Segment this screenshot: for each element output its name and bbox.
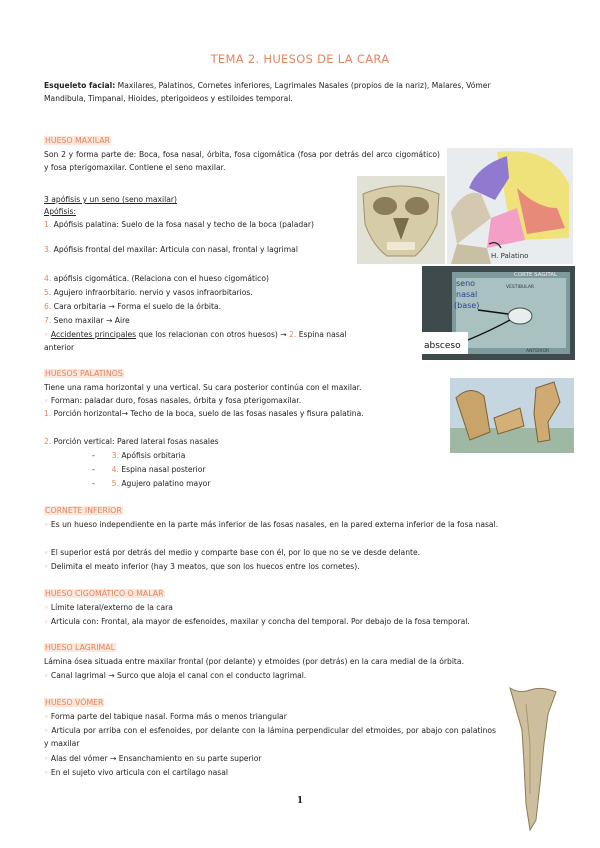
lagrimal-b1: ◦ Canal lagrimal → Surco que aloja el canal con el conducto lagrimal. [44, 671, 307, 680]
skull-colored-image [447, 148, 573, 264]
palatinos-sub-4: - 4. Espina nasal posterior [92, 465, 206, 474]
maxilar-item-5: 5. Agujero infraorbitario. nervio y vasos infraorbitarios. [44, 288, 253, 297]
heading-palatinos: HUESOS PALATINOS [45, 369, 123, 378]
heading-vomer: HUESO VÓMER [45, 698, 104, 707]
heading-cigomatico: HUESO CIGOMÁTICO O MALAR [45, 589, 164, 598]
cornete-b3: ◦ Delimita el meato inferior (hay 3 meatos, que son los huecos entre los cornetes). [44, 562, 360, 571]
maxilar-item-7: 7. Seno maxilar → Aire [44, 316, 130, 325]
maxilar-skull-image [357, 176, 445, 264]
photo-note-base: (base) [454, 301, 480, 310]
cigomatico-b2: ◦ Articula con: Frontal, ala mayor de esfenoides, maxilar y concha del temporal. Por debajo de la fosa temporal. [44, 617, 470, 626]
intro-line-1 [44, 80, 491, 93]
photo-vestibular-label: VESTIBULAR [506, 285, 535, 290]
heading-cornete: CORNETE INFERIOR [45, 506, 122, 515]
palatinos-line1: Tiene una rama horizontal y una vertical. Su cara posterior continúa con el maxilar. [44, 383, 362, 392]
maxilar-item-6: 6. Cara orbitaria → Forma el suelo de la órbita. [44, 302, 222, 311]
vomer-b2: ◦ Articula por arriba con el esfenoides, por delante con la lámina perpendicular del etmoides, por abajo con palatinos y maxilar [44, 726, 497, 748]
intro-text: Maxilares, Palatinos, Cornetes inferiores, Lagrimales Nasales (propios de la nariz), Malares, Vómer [115, 81, 491, 90]
intro-line-2: Mandibula, Timpanal, Hioides, pterigoideos y estiloides temporal. [44, 94, 293, 103]
palatine-bone-image [450, 378, 574, 453]
palatinos-item1: 1. Porción horizontal→ Techo de la boca, suelo de las fosas nasales y fisura palatina. [44, 409, 364, 418]
page-title: TEMA 2. HUESOS DE LA CARA [210, 52, 390, 66]
maxilar-accidentes-2: anterior [44, 343, 75, 352]
cornete-b1: ◦ Es un hueso independiente en la parte más inferior de las fosas nasales, en la pared externa inferior de la fosa nasal. [44, 520, 499, 529]
cornete-b2: ◦ El superior está por detrás del medio y comparte base con él, por lo que no se ve desde delante. [44, 548, 421, 557]
maxilar-item-1: 1. Apófisis palatina: Suelo de la fosa nasal y techo de la boca (paladar) [44, 220, 314, 229]
intro-label: Esqueleto facial: [44, 81, 116, 90]
palatinos-item2: 2. Porción vertical: Pared lateral fosas nasales [44, 437, 219, 446]
palatinos-sub-3: - 3. Apófisis orbitaria [92, 451, 186, 460]
maxilar-apofisis-count: 3 apófisis y un seno (seno maxilar) [44, 195, 177, 204]
vomer-b3: ◦ Alas del vómer → Ensanchamiento en su parte superior [44, 754, 262, 763]
maxilar-item-4: 4. apófisis cigomática. (Relaciona con el hueso cigomático) [44, 274, 269, 283]
cigomatico-b1: ◦ Límite lateral/externo de la cara [44, 603, 173, 612]
maxilar-desc: Son 2 y forma parte de: Boca, fosa nasal, órbita, fosa cigomática (fosa por detrás del arco cigomático) y fosa pterigomaxilar. Contiene el seno maxilar. [44, 150, 440, 172]
lagrimal-line1: Lámina ósea situada entre maxilar frontal (por delante) y etmoides (por detrás) en la cara medial de la órbita. [44, 657, 464, 666]
photo-top-label: CORTE SAGITAL [514, 272, 558, 278]
maxilar-apofisis-label: Apófisis: [44, 207, 77, 216]
photo-note-nasal: nasal [456, 290, 478, 299]
photo-note-seno: seno [456, 279, 476, 288]
vomer-b4: ◦ En el sujeto vivo articula con el cartílago nasal [44, 768, 229, 777]
vomer-b1: ◦ Forma parte del tabique nasal. Forma más o menos triangular [44, 712, 287, 721]
maxilar-item-3: 3. Apófisis frontal del maxilar: Articula con nasal, frontal y lagrimal [44, 245, 298, 254]
maxilar-accidentes: ◦ Accidentes principales que los relacionan con otros huesos) → 2. Espina nasal [44, 330, 347, 339]
skull-annotation: H. Palatino [491, 252, 529, 260]
vomer-bone-image [500, 684, 570, 834]
palatinos-bullet1: ◦ Forman: paladar duro, fosas nasales, órbita y fosa pterigomaxilar. [44, 396, 302, 405]
photo-anterior-label: ANTERIOR [526, 349, 550, 354]
heading-maxilar: HUESO MAXILAR [45, 136, 111, 145]
page-number: 1 [296, 796, 304, 806]
palatinos-sub-5: - 5. Agujero palatino mayor [92, 479, 211, 488]
heading-lagrimal: HUESO LAGRIMAL [45, 643, 115, 652]
sagittal-cut-photo [422, 266, 575, 360]
photo-note-absceso: absceso [424, 341, 461, 351]
